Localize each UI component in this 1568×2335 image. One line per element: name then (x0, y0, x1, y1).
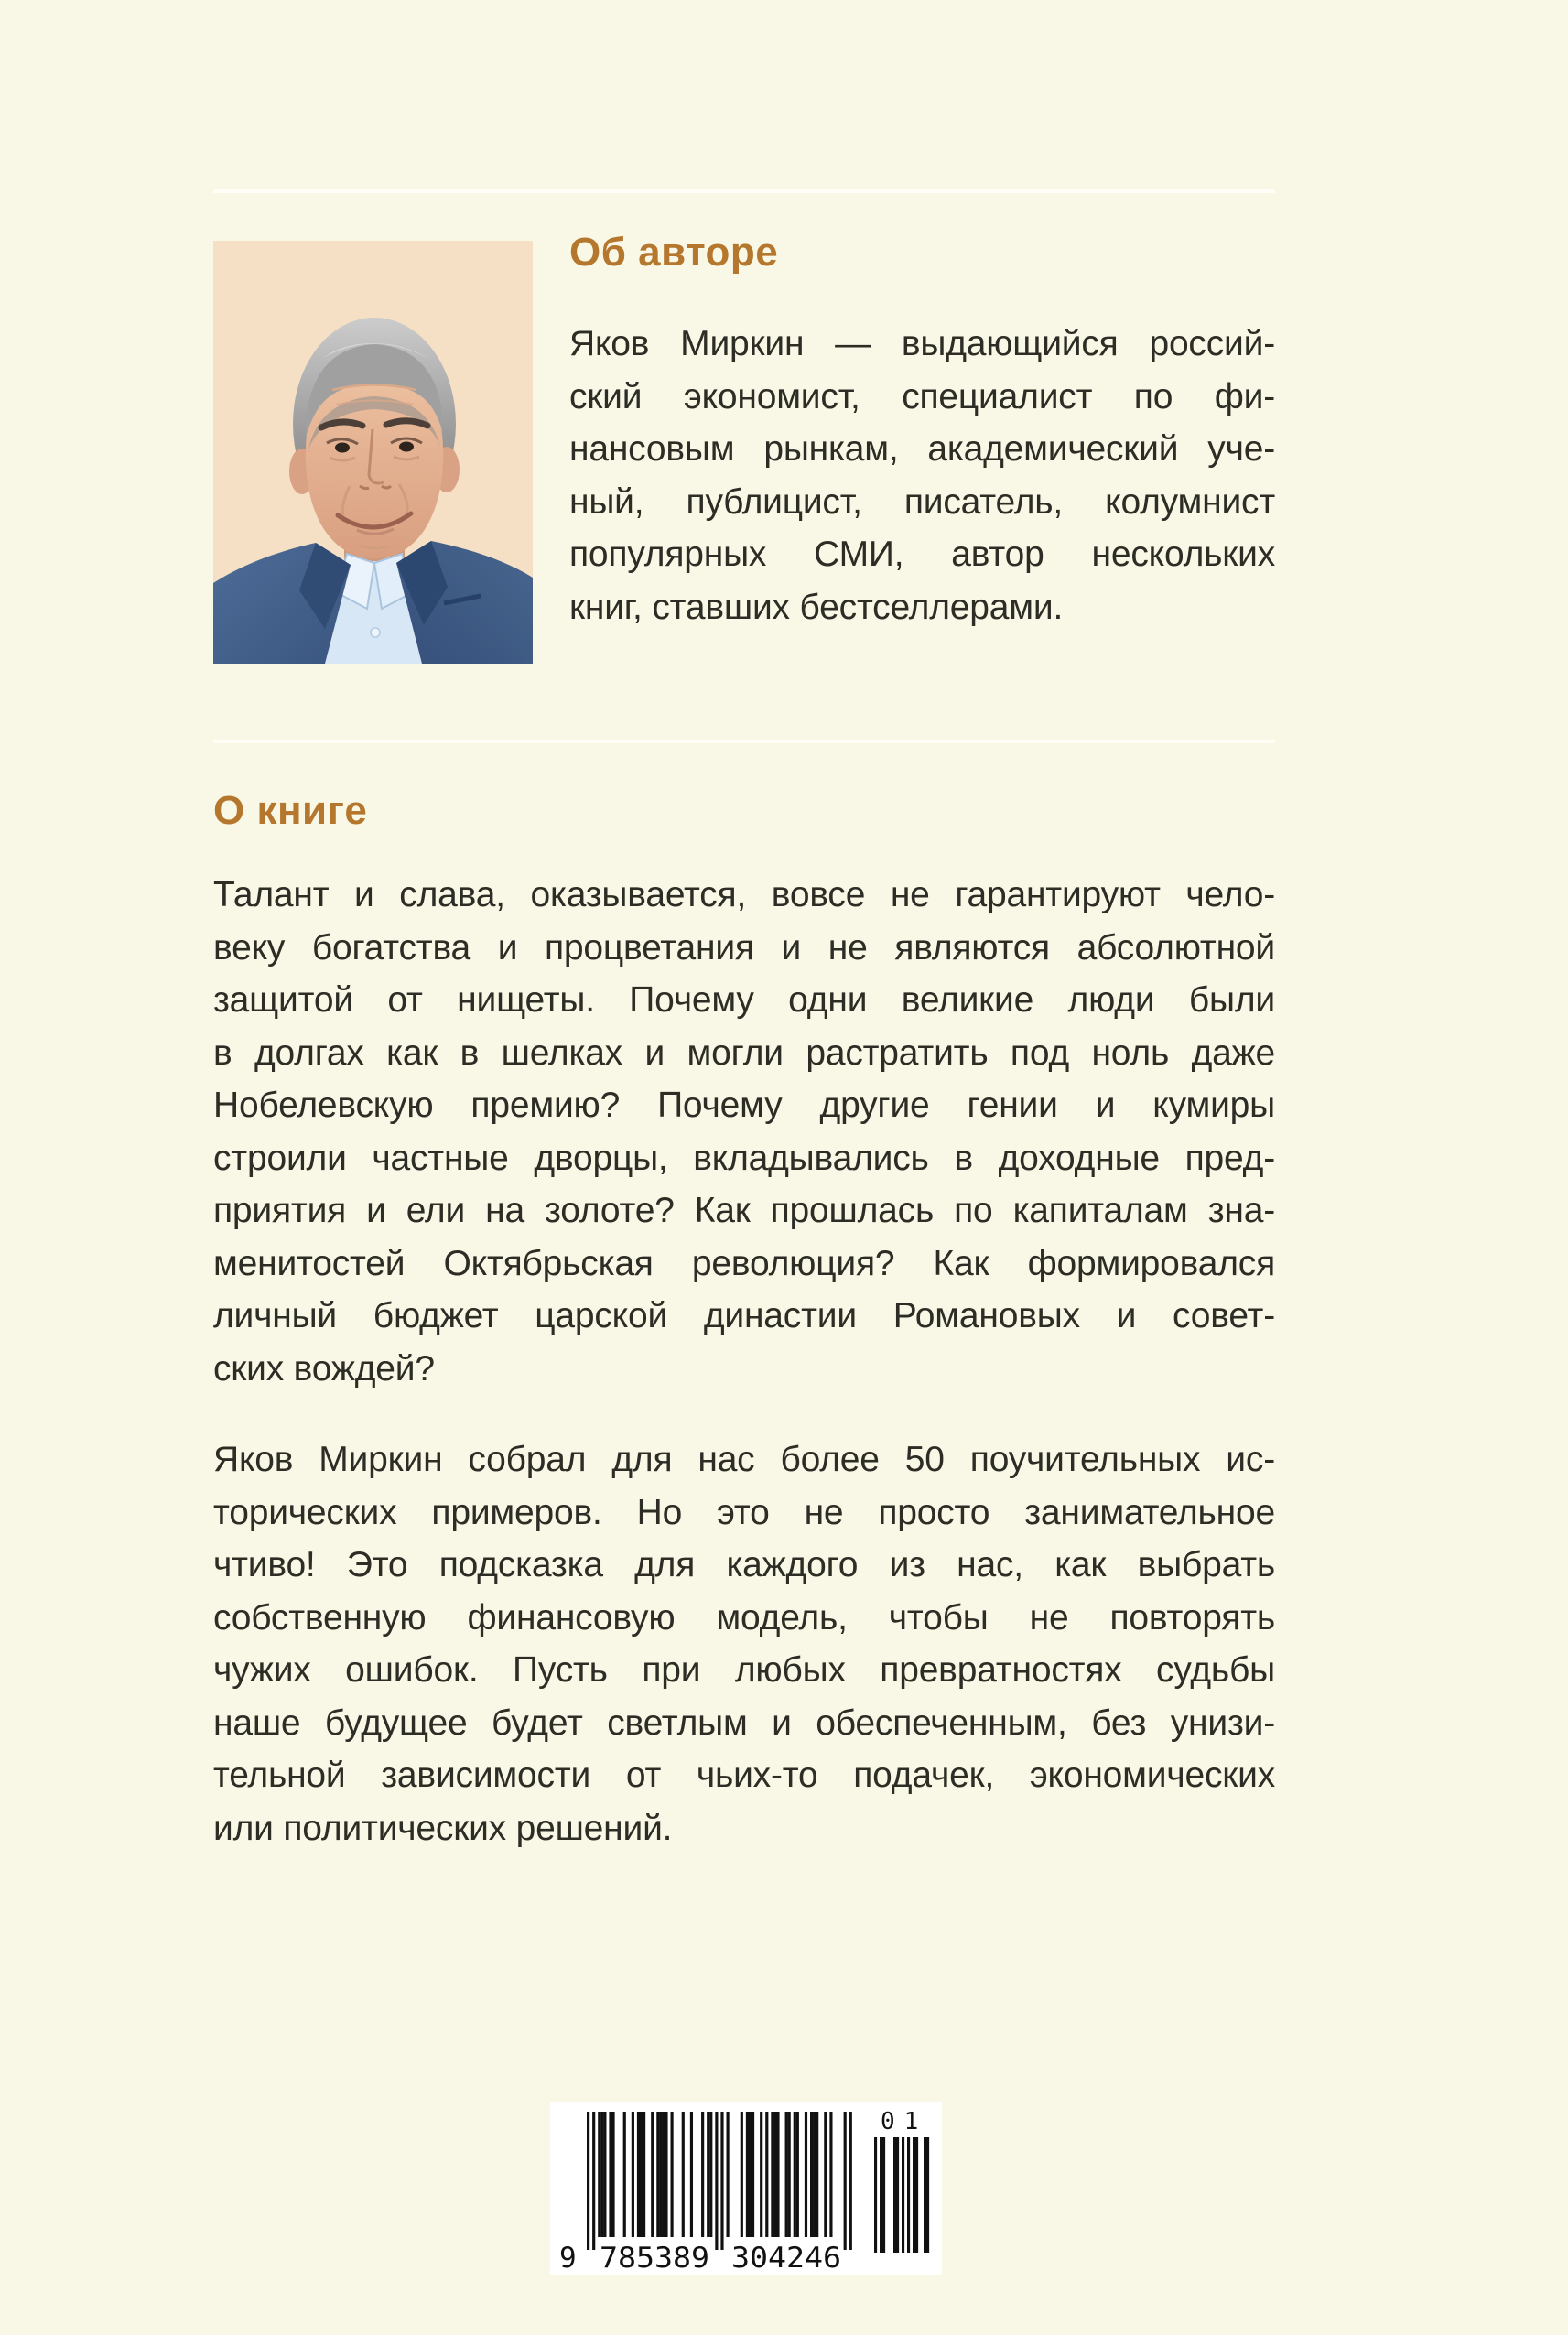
photo-face (306, 344, 443, 558)
text-line: нансовым рынкам, академический уче- (569, 429, 1275, 469)
text-line: Нобелевскую премию? Почему другие гении и кумиры (213, 1086, 1275, 1125)
text-line: приятия и ели на золоте? Как прошлась по капиталам зна- (213, 1191, 1275, 1230)
text-line: собственную финансовую модель, чтобы не повторять (213, 1597, 1275, 1638)
text-line: тельной зависимости от чьих-то подачек, экономических (213, 1756, 1275, 1795)
text-line: популярных СМИ, автор нескольких (569, 535, 1275, 574)
text-line: строили частные дворцы, вкладывались в доходные пред- (213, 1138, 1275, 1178)
text-line: торических примеров. Но это не просто занимательное (213, 1492, 1275, 1532)
text-line: личный бюджет царской династии Романовых и совет- (213, 1296, 1275, 1335)
barcode-digits-group2: 304246 (731, 2242, 841, 2275)
barcode-addon-bars (874, 2137, 929, 2253)
text-line: Яков Миркин — выдающийся россий- (569, 324, 1275, 363)
text-line: защитой от нищеты. Почему одни великие люди были (213, 980, 1275, 1020)
barcode-digit-left: 9 (559, 2242, 577, 2275)
text-line: ских вождей? (213, 1348, 435, 1389)
author-photo (213, 241, 533, 664)
text-line: чужих ошибок. Пусть при любых превратностях судьбы (213, 1650, 1275, 1690)
text-line: Яков Миркин собрал для нас более 50 поучительных ис- (213, 1440, 1275, 1479)
ean13-barcode (550, 2102, 942, 2275)
text-line: Талант и слава, оказывается, вовсе не гарантируют чело- (213, 875, 1275, 914)
text-line: в долгах как в шелках и могли растратить под ноль даже (213, 1032, 1275, 1073)
author-bio-paragraph (569, 318, 1275, 633)
book-paragraph-1 (213, 869, 1275, 1395)
barcode-addon-label: 01 (881, 2108, 928, 2135)
text-line: или политических решений. (213, 1808, 673, 1848)
barcode-panel (550, 2102, 942, 2275)
section-divider-book (213, 740, 1275, 743)
text-line: чтиво! Это подсказка для каждого из нас, как выбрать (213, 1545, 1275, 1584)
author-section-heading: Об авторе (569, 230, 779, 275)
barcode-bars (587, 2112, 852, 2250)
text-line: наше будущее будет светлым и обеспеченным, без унизи- (213, 1703, 1275, 1743)
text-line: менитостей Октябрьская революция? Как формировался (213, 1243, 1275, 1283)
book-paragraph-2 (213, 1433, 1275, 1854)
book-section-heading: О книге (213, 788, 368, 833)
section-divider-top (213, 189, 1275, 193)
text-line: книг, ставших бестселлерами. (569, 587, 1064, 627)
barcode-digits-group1: 785389 (600, 2242, 709, 2275)
text-line: ный, публицист, писатель, колумнист (569, 481, 1275, 522)
text-line: веку богатства и процветания и не являются абсолютной (213, 927, 1275, 968)
text-line: ский экономист, специалист по фи- (569, 376, 1275, 416)
